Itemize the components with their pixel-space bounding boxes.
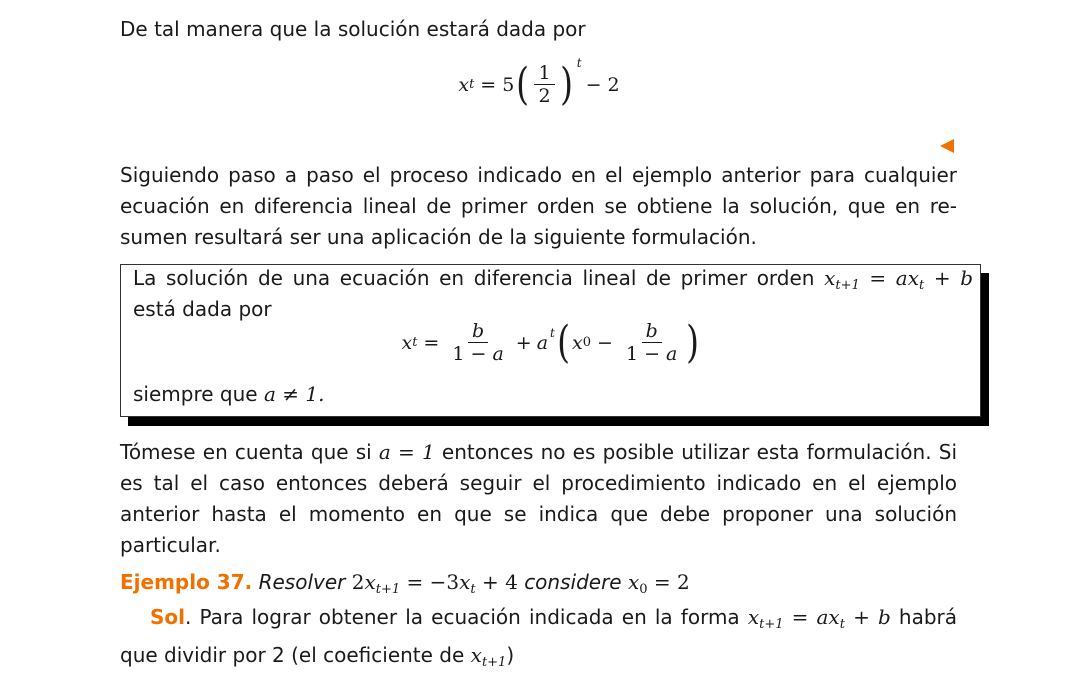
theorem-box: [120, 264, 981, 417]
general-solution-formula: x t = $\frac{b}{1 - a}$ + a t ( x 0 − $\frac{b}{1 - a}$ ): [401, 316, 700, 368]
example-label: Ejemplo 37.: [120, 570, 253, 594]
example-equation: $2x_{t+1} = -3x_t + 4$: [351, 570, 518, 597]
solution-paragraph: Sol. Para lograr obtener la ecuación indicada en la forma $x_{t+1} = ax_t + b$ habrá que dividir por 2 (el coeficiente de $x_{t+1}$): [120, 605, 958, 670]
paragraph-summary: Siguiendo paso a paso el proceso indicado en el ejemplo anterior para cualquier ecuación en diferencia lineal de primer orden se obtiene la solución, que en re-sumen resultará ser una aplicación de la siguiente formulación.: [120, 163, 957, 249]
example-heading: Ejemplo 37. Resolver $2x_{t+1} = -3x_t + 4$ considere $x_0 = 2$: [120, 570, 690, 597]
solution-label: Sol: [150, 605, 185, 629]
initial-condition: $x_0 = 2$: [627, 570, 690, 597]
intro-line: De tal manera que la solución estará dada por: [120, 17, 586, 41]
solution-equation: x t = 5 ( $\frac{1}{2}$ ) t − 2: [458, 55, 620, 110]
paragraph-note: Tómese en cuenta que si a = 1 entonces no es posible utilizar esta formulación. Si es tal el caso entonces deberá seguir el procedimiento indicado en el ejemplo anterior hasta el momento en que se indica que debe proponer una solución particular.: [120, 440, 958, 557]
theorem-line-3: siempre que a ≠ 1.: [133, 382, 325, 406]
theorem-line-1: La solución de una ecuación en diferencia lineal de primer orden $x_{t+1} = ax_t + b$: [133, 266, 974, 293]
theorem-line-2: está dada por: [133, 297, 272, 321]
end-of-example-marker-icon: [940, 139, 954, 153]
